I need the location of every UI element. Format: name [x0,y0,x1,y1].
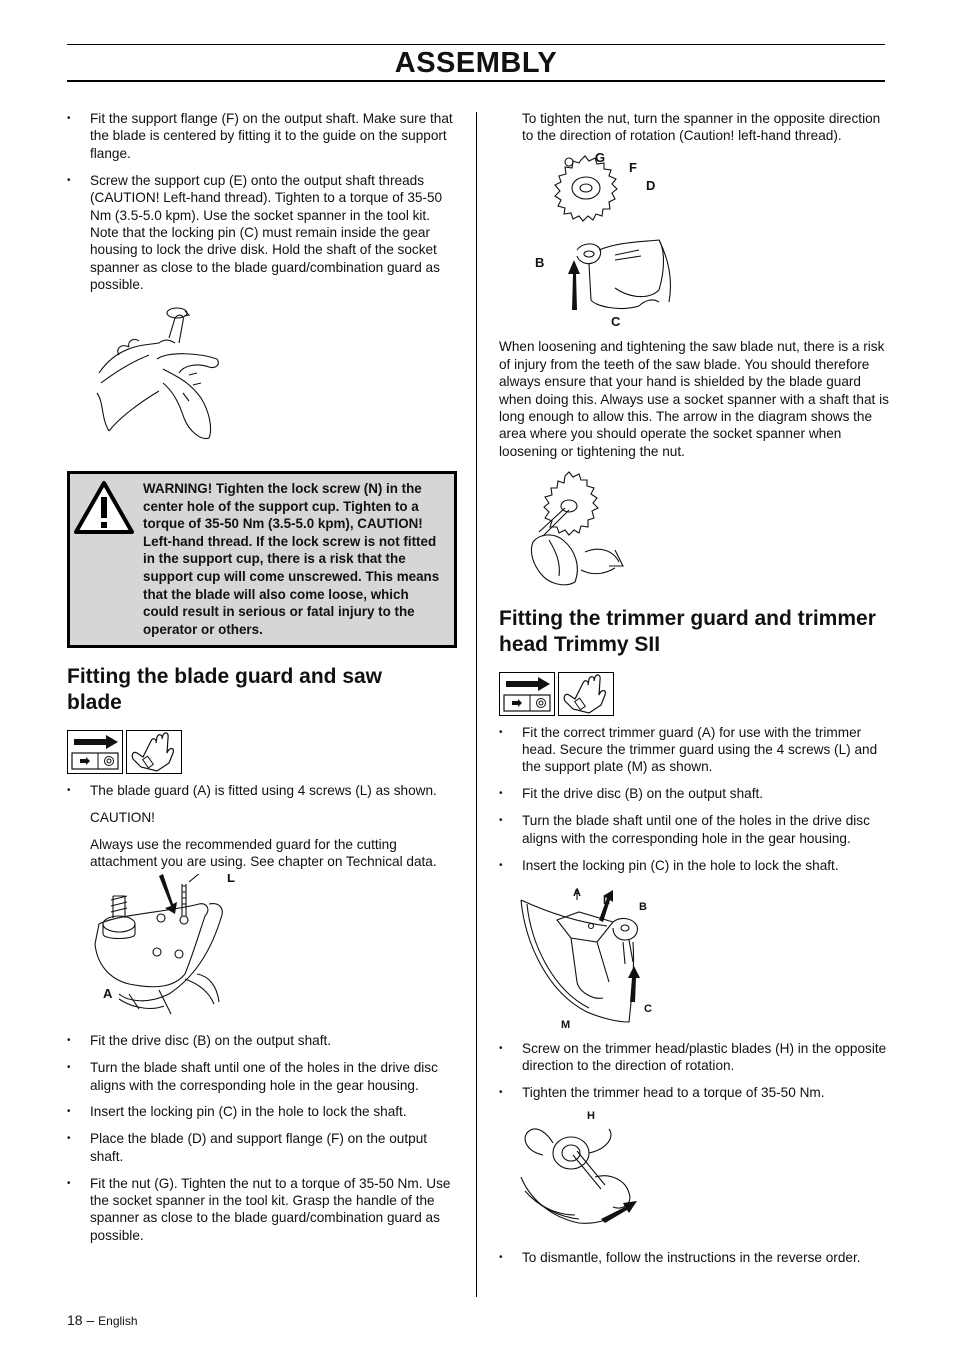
list-item: • Place the blade (D) and support flange (F) on the output shaft. [67,1130,457,1165]
label-a: A [103,986,113,1002]
list-item: • Fit the nut (G). Tighten the nut to a torque of 35-50 Nm. Use the socket spanner in the tool kit. Grasp the handle of the spanner as close to the blade guard/combination guard as possible. [67,1175,457,1245]
bullet-list-trimmer [499,724,889,874]
header-rule-top [67,44,885,45]
list-item: • Fit the correct trimmer guard (A) for use with the trimmer head. Secure the trimmer guard using the 4 screws (L) and the support plate (M) as shown. [499,724,889,776]
bullet-list-bottom [67,1032,457,1244]
socket-spanner-illustration [519,470,649,590]
label-f: F [629,160,637,176]
section-title-blade-guard: Fitting the blade guard and saw blade [67,665,383,715]
list-item: • Insert the locking pin (C) in the hole to lock the shaft. [499,857,889,874]
label-g: G [595,150,606,166]
protective-glove-icon [126,730,182,774]
list-item: • Insert the locking pin (C) in the hole to lock the shaft. [67,1103,457,1120]
list-item: • Fit the drive disc (B) on the output shaft. [67,1032,457,1049]
caution-text: Always use the recommended guard for the cutting attachment you are using. See chapter on Technical data. [90,836,437,870]
support-cup-illustration [89,303,249,453]
list-item: • Turn the blade shaft until one of the holes in the drive disc aligns with the corresponding hole in the gear housing. [499,812,889,847]
footer-language: English [98,1314,138,1328]
bullet-list-top [67,110,457,294]
saw-blade-illustration [519,150,689,328]
trimmer-head-illustration [519,1107,659,1237]
bullet-list-guard [67,782,457,799]
label-m: M [561,1018,571,1030]
safety-paragraph: When loosening and tightening the saw blade nut, there is a risk of injury from the teeth of the saw blade. You should therefore always ensure that your hand is shielded by the blade guard when doing this. Always use a socket spanner with a shaft that is long enough to allow this. The arrow in the diagram shows the area where you should operate the socket spanner when loosening or tightening the nut. [499,339,889,459]
warning-box [67,471,457,648]
list-item: • To dismantle, follow the instructions in the reverse order. [499,1249,889,1266]
right-column [499,110,889,1276]
label-c: C [644,1002,652,1015]
list-item: • Fit the support flange (F) on the output shaft. Make sure that the blade is centered by fitting it to the guide on the support flange. [67,110,457,162]
label-b: B [535,255,545,271]
instruction-icons [67,730,457,774]
list-item: • Screw the support cup (E) onto the output shaft threads (CAUTION! Left-hand thread). Tighten to a torque of 35-50 Nm (3.5-5.0 kpm). Use the socket spanner in the tool kit. Note that the locking pin (C) must remain inside the gear housing to lock the drive disk. Hold the shaft of the socket spanner as close to the blade guard/combination guard as possible. [67,172,457,294]
label-b: B [639,900,647,913]
column-divider [476,112,477,1297]
label-c: C [611,314,621,329]
trimmer-guard-illustration [517,882,687,1030]
list-item: • Screw on the trimmer head/plastic blades (H) in the opposite direction to the direction of rotation. [499,1040,889,1075]
blade-guard-illustration [89,874,269,1024]
label-l: L [227,874,235,886]
page-title: ASSEMBLY [394,47,558,79]
warning-triangle-icon [73,480,135,536]
label-l: L [603,894,610,907]
list-item: • Fit the drive disc (B) on the output shaft. [499,785,889,802]
page-footer [67,1312,138,1328]
intro-text: To tighten the nut, turn the spanner in the opposite direction to the direction of rotation (Caution! left-hand thread). [522,111,881,144]
list-item: • Tighten the trimmer head to a torque of 35-50 Nm. [499,1084,889,1101]
list-item: • Turn the blade shaft until one of the holes in the drive disc aligns with the corresponding hole in the gear housing. [67,1059,457,1094]
footer-dash: – [86,1312,95,1328]
protective-glove-icon [558,672,614,716]
list-item: • The blade guard (A) is fitted using 4 screws (L) as shown. [67,782,457,799]
label-d: D [646,178,656,194]
bullet-list-trimmer-head [499,1040,889,1102]
read-manual-icon [67,730,123,774]
left-column [67,110,457,1254]
header-rule-bottom [67,80,885,82]
warning-text: WARNING! Tighten the lock screw (N) in the center hole of the support cup. Tighten to a torque of 35-50 Nm (3.5-5.0 kpm), CAUTION! Left-hand thread. If the lock screw is not fitted in the support cup, there is a risk that the support cup will come unscrewed. This means that the blade will also come loose, which could result in serious or fatal injury to the operator or others. [143,481,440,637]
label-a: A [573,886,581,899]
caution-label: CAUTION! [90,809,155,825]
label-h: H [587,1109,595,1122]
section-title-trimmer-guard: Fitting the trimmer guard and trimmer head Trimmy SII [499,606,876,656]
instruction-icons-right [499,672,889,716]
bullet-list-dismantle [499,1249,889,1266]
read-manual-icon [499,672,555,716]
page-number: 18 [67,1312,83,1328]
